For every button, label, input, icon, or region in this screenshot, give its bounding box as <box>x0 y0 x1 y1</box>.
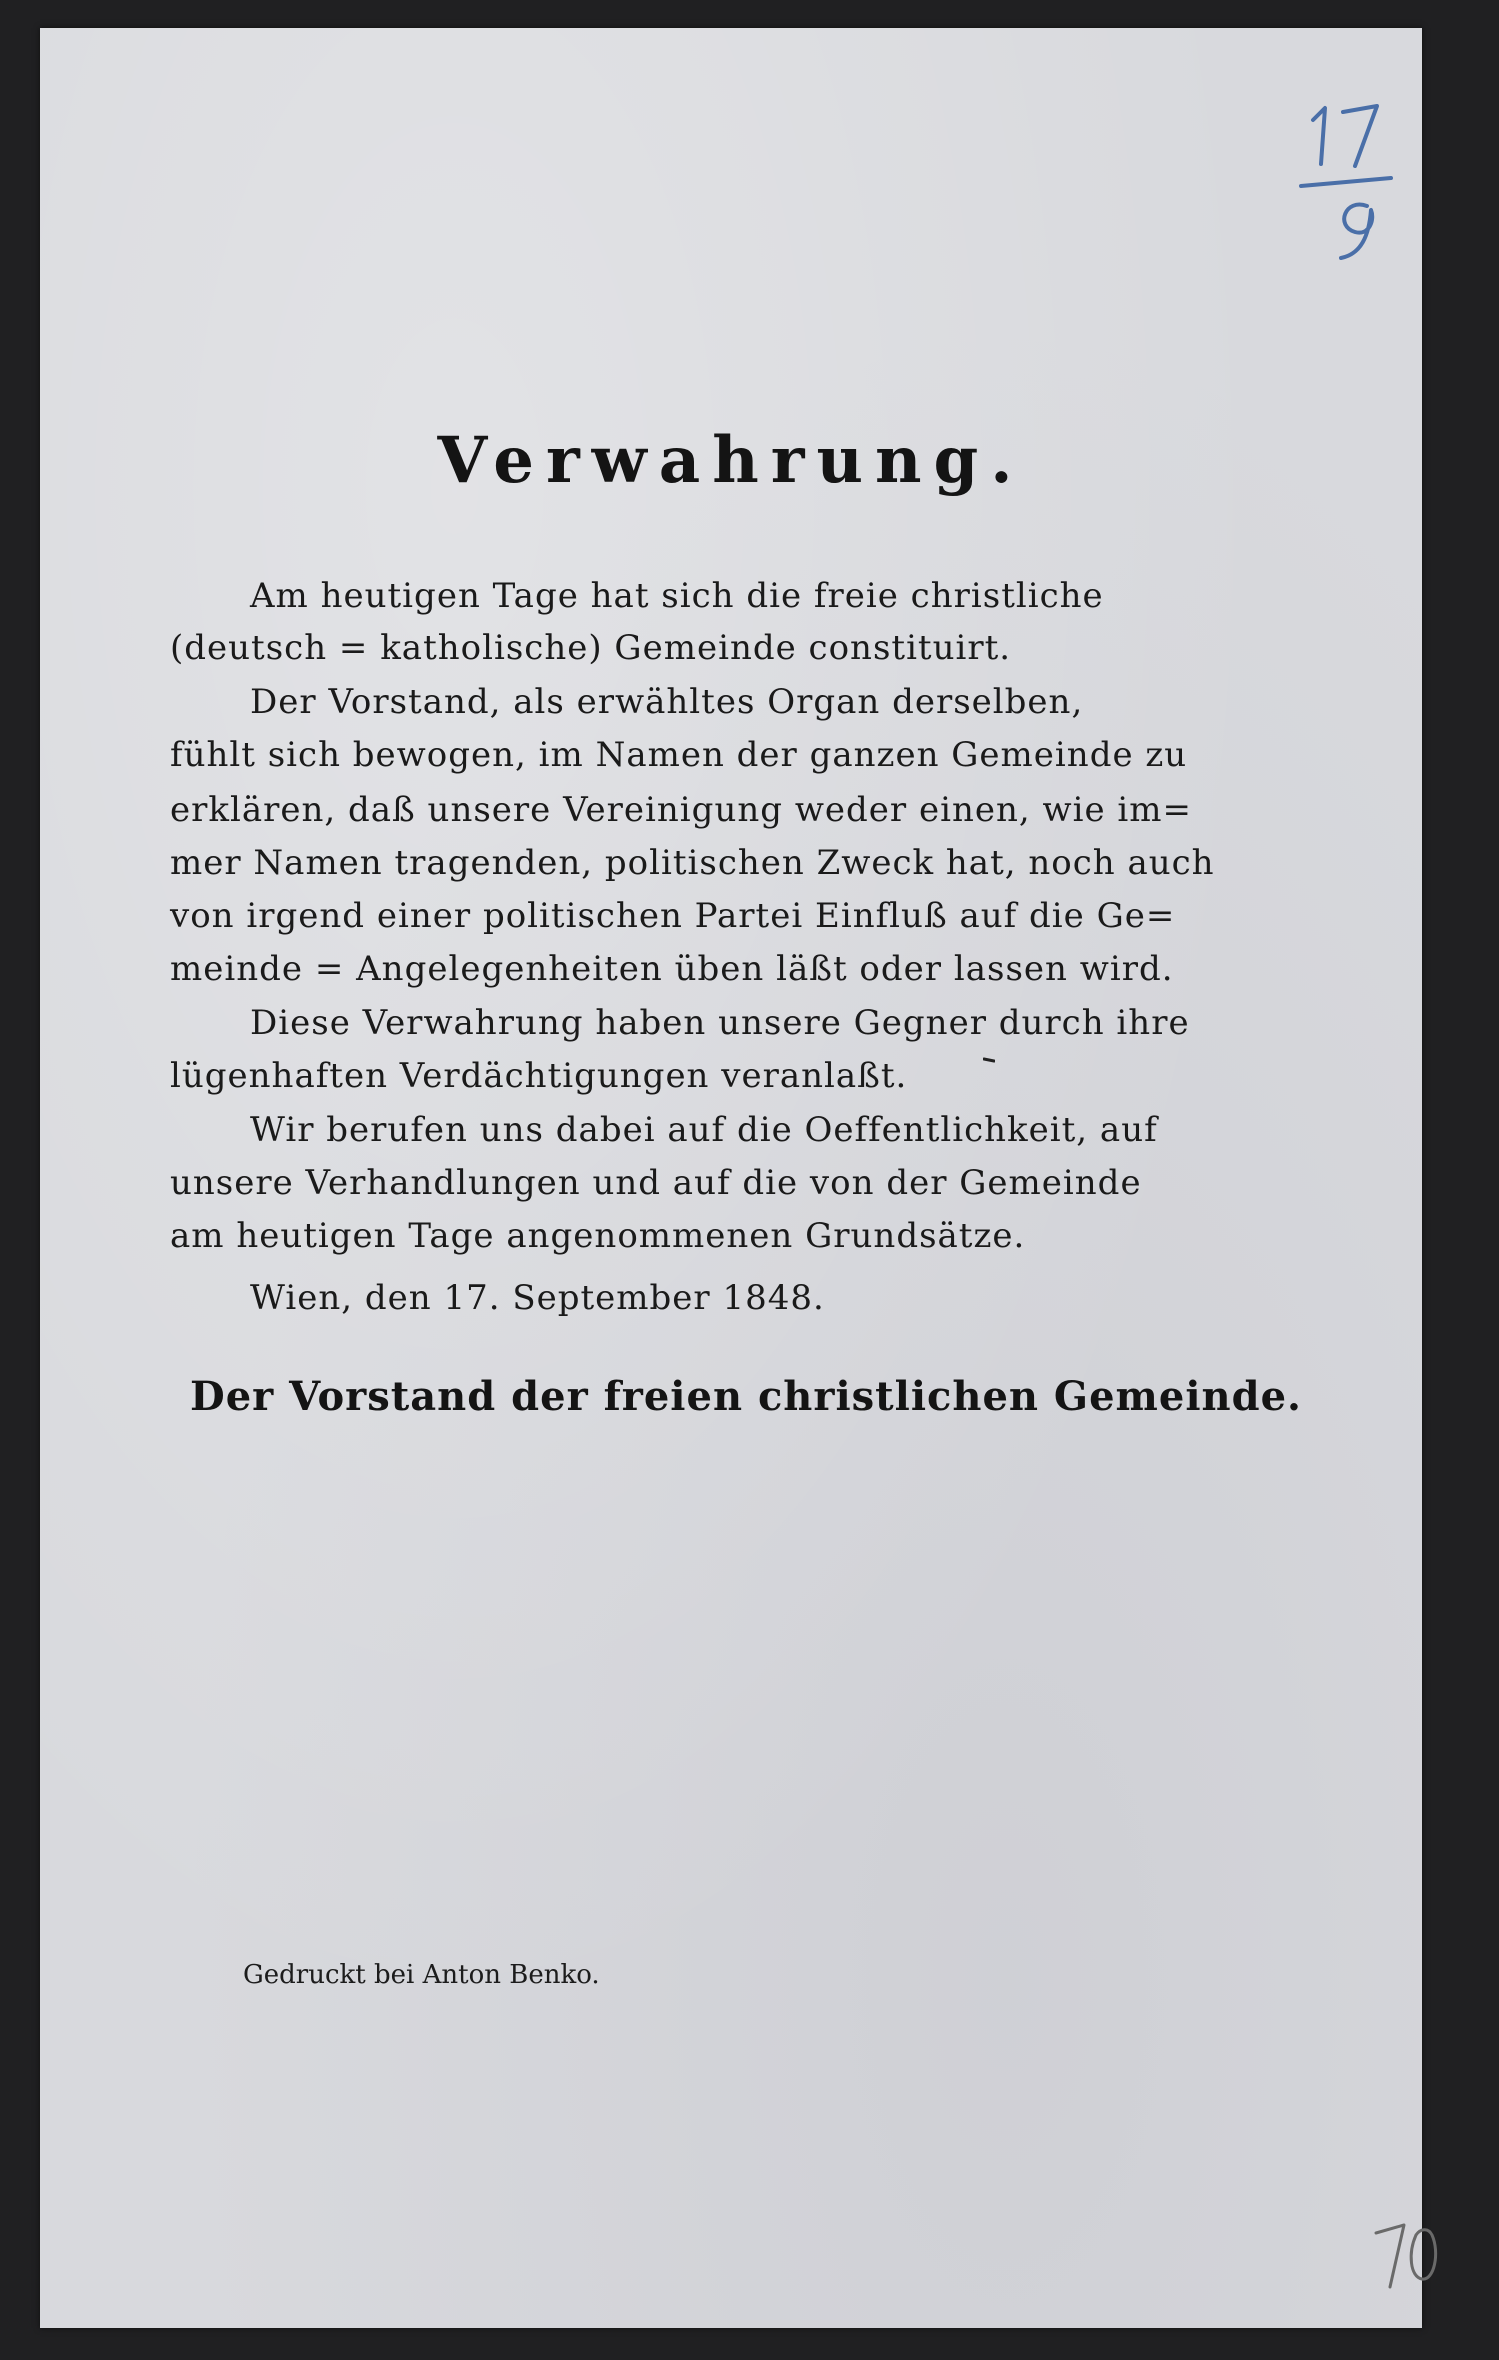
handwritten-digit-9 <box>1341 205 1372 258</box>
date-line: Wien, den 17. September 1848. <box>250 1278 825 1318</box>
pencil-number-mark <box>1370 2213 1450 2303</box>
pencil-digit-7 <box>1376 2225 1404 2287</box>
signature-line: Der Vorstand der freien christlichen Gemeinde. <box>190 1373 1302 1420</box>
fraction-bar <box>1301 178 1391 186</box>
text-line: Wir berufen uns dabei auf die Oeffentlichkeit, auf <box>250 1110 1158 1150</box>
text-line: Am heutigen Tage hat sich die freie christliche <box>250 576 1104 616</box>
text-line: erklären, daß unsere Vereinigung weder einen, wie im= <box>170 790 1193 830</box>
text-line: am heutigen Tage angenommenen Grundsätze. <box>170 1216 1026 1256</box>
handwritten-digit-7 <box>1343 106 1377 166</box>
document-title: Verwahrung. <box>437 423 1025 498</box>
text-line: fühlt sich bewogen, im Namen der ganzen Gemeinde zu <box>170 735 1188 775</box>
text-line: lügenhaften Verdächtigungen veranlaßt. <box>170 1056 908 1096</box>
text-line: Diese Verwahrung haben unsere Gegner durch ihre <box>250 1003 1190 1043</box>
text-line: meinde = Angelegenheiten üben läßt oder lassen wird. <box>170 949 1174 989</box>
document-sheet <box>40 28 1422 2328</box>
stray-ink-mark <box>983 1055 995 1063</box>
text-line: Der Vorstand, als erwähltes Organ derselben, <box>250 682 1084 722</box>
text-line: unsere Verhandlungen und auf die von der Gemeinde <box>170 1163 1142 1203</box>
printer-imprint: Gedruckt bei Anton Benko. <box>243 1960 600 1990</box>
archive-number-mark <box>1295 86 1395 266</box>
handwritten-digit-1 <box>1313 108 1325 164</box>
text-line: (deutsch = katholische) Gemeinde constituirt. <box>170 628 1012 668</box>
text-line: von irgend einer politischen Partei Einfluß auf die Ge= <box>170 896 1176 936</box>
text-line: mer Namen tragenden, politischen Zweck hat, noch auch <box>170 843 1215 883</box>
pencil-digit-0 <box>1411 2230 1435 2279</box>
